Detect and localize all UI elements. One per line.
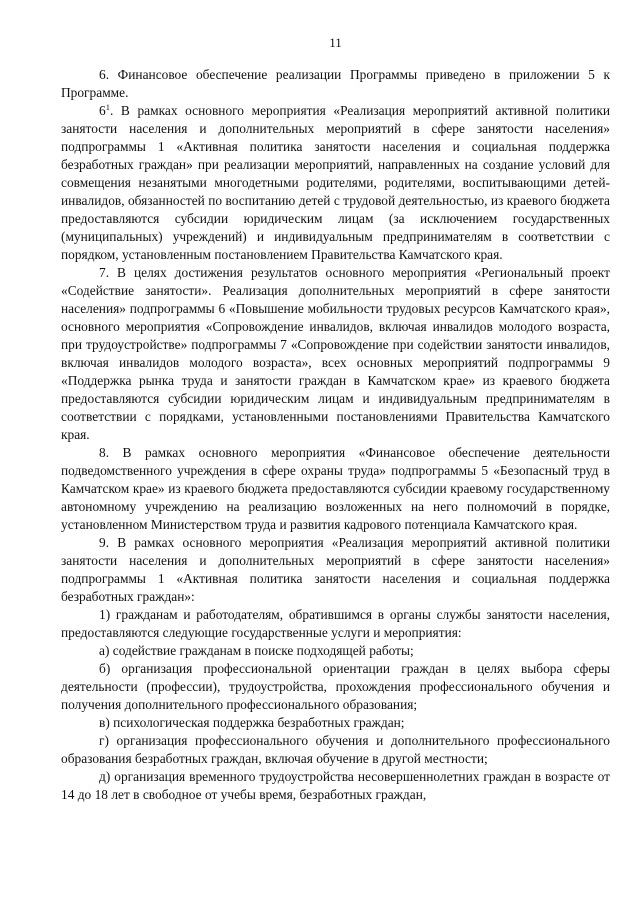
paragraph-9: 9. В рамках основного мероприятия «Реализация мероприятий активной политики занятости населения и дополнительных мероприятий в сфере занятости населения» подпрограммы 1 «Активная политика занятости населения и социальная поддержка безработных граждан»: [61,535,610,604]
paragraph-9-item-1: 1) гражданам и работодателям, обратившимся в органы службы занятости населения, предоставляются следующие государственные услуги и мероприятия: [61,607,610,640]
paragraph-6-1-number: 6 [99,103,106,118]
paragraph-6-1-text: . В рамках основного мероприятия «Реализация мероприятий активной политики занятости населения и дополнительных мероприятий в сфере занятости населения» подпрограммы 1 «Активная политика занятости населения и социальная поддержка безработных граждан» при реализации мероприятий, направленных на создание условий для совмещения незанятыми многодетными родителями, родителями, воспитывающими детей-инвалидов, обязанностей по воспитанию детей с трудовой деятельностью, из краевого бюджета предоставляются субсидии юридическим лицам (за исключением государственных (муниципальных) учреждений) и индивидуальным предпринимателям в соответствии с порядком, установленным постановлением Правительства Камчатского края. [61,103,610,262]
page-number: 11 [329,35,342,50]
paragraph-9-item-1-v: в) психологическая поддержка безработных граждан; [99,715,405,730]
paragraph-9-item-1-g: г) организация профессионального обучения и дополнительного профессионального образования безработных граждан, включая обучение в другой местности; [61,733,610,766]
paragraph-9-item-1-b: б) организация профессиональной ориентации граждан в целях выбора сферы деятельности (профессии), трудоустройства, прохождения профессионального обучения и получения дополнительного профессионального образования; [61,661,610,712]
paragraph-6: 6. Финансовое обеспечение реализации Программы приведено в приложении 5 к Программе. [61,67,610,100]
paragraph-9-item-1-a: а) содействие гражданам в поиске подходящей работы; [99,643,414,658]
paragraph-9-item-1-d: д) организация временного трудоустройства несовершеннолетних граждан в возрасте от 14 до 18 лет в свободное от учебы время, безработных граждан, [61,769,610,802]
paragraph-6-1 [61,102,610,264]
paragraph-6-1-superscript: 1 [105,102,110,112]
paragraph-8: 8. В рамках основного мероприятия «Финансовое обеспечение деятельности подведомственного учреждения в сфере охраны труда» подпрограммы 5 «Безопасный труд в Камчатском крае» из краевого бюджета предоставляются субсидии краевому государственному автономному учреждению на реализацию возложенных на него полномочий в порядке, установленном Министерством труда и развития кадрового потенциала Камчатского края. [61,445,610,532]
paragraph-7: 7. В целях достижения результатов основного мероприятия «Региональный проект «Содействие занятости». Реализация дополнительных мероприятий в сфере занятости населения» подпрограммы 6 «Повышение мобильности трудовых ресурсов Камчатского края», основного мероприятия «Сопровождение инвалидов, включая инвалидов молодого возраста, при трудоустройстве» подпрограммы 7 «Сопровождение при содействии занятости инвалидов, включая инвалидов молодого возраста», всех основных мероприятий подпрограммы 9 «Поддержка рынка труда и занятости граждан в Камчатском крае» из краевого бюджета предоставляются субсидии юридическим лицам и индивидуальным предпринимателям в соответствии с порядками, установленными постановлениями Правительства Камчатского края. [61,265,610,442]
